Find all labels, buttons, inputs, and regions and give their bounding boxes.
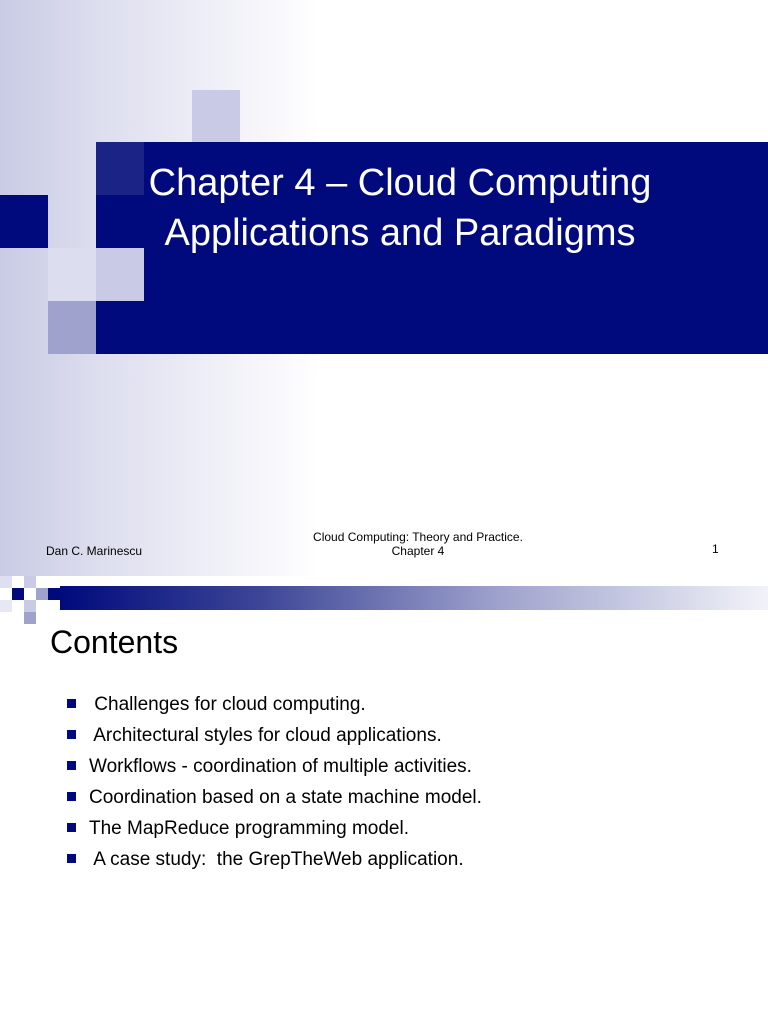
footer-author: Dan C. Marinescu	[46, 544, 143, 558]
list-item-text: The MapReduce programming model.	[89, 818, 409, 839]
footer-book	[280, 530, 556, 558]
decor-pixel	[36, 588, 48, 600]
header-gradient-bar	[60, 586, 768, 610]
decor-pixel	[48, 588, 60, 600]
title-line-1: Chapter 4 – Cloud Computing	[148, 162, 652, 204]
slide-title	[80, 158, 720, 258]
square-bullet-icon	[67, 792, 76, 801]
list-item-text: Workflows - coordination of multiple activities.	[89, 756, 472, 777]
square-bullet-icon	[67, 699, 76, 708]
list-item-text: Architectural styles for cloud applications.	[89, 725, 442, 746]
title-line-2: Applications and Paradigms	[164, 212, 636, 254]
list-item-text: A case study: the GrepTheWeb application.	[89, 849, 464, 870]
decor-pixel	[0, 576, 12, 588]
contents-slide	[0, 576, 768, 1024]
decor-square	[48, 301, 96, 354]
left-band	[0, 195, 48, 248]
decor-pixel	[24, 576, 36, 588]
decor-square	[192, 90, 240, 142]
decor-pixel	[12, 588, 24, 600]
list-item-text: Coordination based on a state machine model.	[89, 787, 482, 808]
square-bullet-icon	[67, 730, 76, 739]
decor-pixel	[24, 612, 36, 624]
square-bullet-icon	[67, 761, 76, 770]
contents-title: Contents	[50, 624, 179, 660]
footer-page-number: 1	[712, 542, 719, 556]
decor-pixel	[24, 600, 36, 612]
square-bullet-icon	[67, 823, 76, 832]
square-bullet-icon	[67, 854, 76, 863]
list-item-text: Challenges for cloud computing.	[89, 694, 366, 715]
decor-pixel	[0, 600, 12, 612]
footer-book-line-2: Chapter 4	[391, 544, 445, 558]
footer-book-line-1: Cloud Computing: Theory and Practice.	[313, 530, 523, 544]
